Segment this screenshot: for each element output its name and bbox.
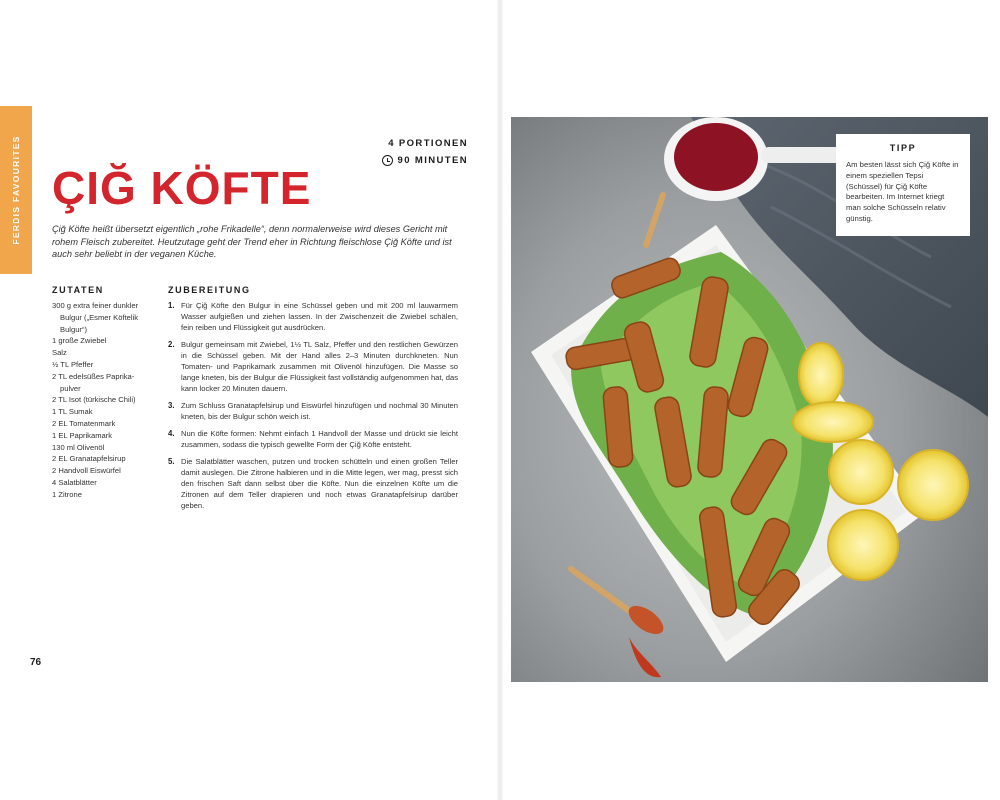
ingredient-item: 4 Salatblätter — [52, 477, 97, 487]
book-spine — [497, 0, 503, 800]
ingredient-item: 300 g extra feiner dunkler Bulgur („Esmer Köftelik Bulgur“) — [52, 301, 139, 334]
tip-title: TIPP — [889, 143, 917, 153]
step-text: Bulgur gemeinsam mit Zwiebel, 1½ TL Salz, Pfeffer und den restlichen Gewürzen in die Schüssel geben. Mit der Hand alles 2–3 Minuten durchkneten. Nun Tomaten- und Paprikamark zusammen mit Olivenöl hinzufügen. Die Masse so lange kneten, bis der Bulgur die Flüssigkeit fast vollständig aufgenommen hat, das kann locker 20 Minuten dauern. — [181, 340, 458, 393]
preparation-step — [168, 300, 458, 333]
portions-row — [382, 135, 468, 152]
step-text: Nun die Köfte formen: Nehmt einfach 1 Handvoll der Masse und drückt sie leicht zusammen, sodass die typisch gewellte Form der Çiğ Köfte entsteht. — [181, 429, 458, 449]
time-label: 90 MINUTEN — [397, 155, 468, 166]
ingredient-item: 2 TL Isot (türkische Chili) — [52, 395, 136, 405]
step-number: 4. — [168, 429, 175, 438]
step-text: Für Çiğ Köfte den Bulgur in eine Schüssel geben und mit 200 ml lauwarmem Wasser aufgießen und ziehen lassen. In der Zwischenzeit die Zwiebel schälen, fein reiben und Flüssigkeit gut ausdrücken. — [181, 301, 458, 332]
ingredients-heading: ZUTATEN — [52, 285, 104, 295]
step-number: 2. — [168, 340, 175, 349]
step-number: 1. — [168, 301, 175, 310]
clock-icon — [382, 155, 393, 166]
ingredient-item: 2 EL Granatapfelsirup — [52, 454, 126, 464]
tip-box — [836, 134, 970, 236]
ingredient-item: 2 Handvoll Eiswürfel — [52, 466, 121, 476]
tip-text: Am besten lässt sich Çiğ Köfte in einem speziellen Tepsi (Schüssel) für Çiğ Köfte bearbeiten. Im Internet kriegt man solche Schüsseln relativ günstig. — [846, 160, 959, 223]
step-number: 5. — [168, 457, 175, 466]
step-text: Zum Schluss Granatapfelsirup und Eiswürfel hinzufügen und nochmal 30 Minuten kneten, bis der Bulgur schön weich ist. — [181, 401, 458, 421]
preparation-section — [168, 285, 458, 517]
portions-label: 4 PORTIONEN — [388, 138, 468, 149]
ingredient-item: Salz — [52, 348, 67, 358]
ingredient-item: 1 große Zwiebel — [52, 336, 107, 346]
time-row — [382, 152, 468, 169]
page-number: 76 — [30, 657, 42, 668]
preparation-step — [168, 400, 458, 422]
ingredient-item: 2 EL Tomatenmark — [52, 418, 116, 428]
preparation-heading: ZUBEREITUNG — [168, 285, 251, 295]
recipe-title: ÇIĞ KÖFTE — [52, 162, 312, 214]
ingredient-item: ½ TL Pfeffer — [52, 359, 94, 369]
preparation-step — [168, 456, 458, 511]
recipe-meta — [382, 135, 468, 169]
ingredients-section — [52, 285, 152, 501]
chapter-tab-label: FERDIS FAVOURITES — [11, 135, 21, 245]
recipe-intro: Çiğ Köfte heißt übersetzt eigentlich „rohe Frikadelle“, denn normalerweise wird dieses Gericht mit rohem Fleisch zubereitet. Heutzutage geht der Trend eher in Richtung fleischlose Çiğ Köfte und ist auch sehr beliebt in der veganen Küche. — [52, 224, 452, 259]
ingredient-item: 1 EL Paprikamark — [52, 430, 113, 440]
step-number: 3. — [168, 401, 175, 410]
ingredient-item: 130 ml Olivenöl — [52, 442, 105, 452]
preparation-step — [168, 428, 458, 450]
ingredient-list — [52, 300, 152, 501]
ingredient-item: 2 TL edelsüßes Paprika-pulver — [52, 371, 135, 393]
ingredient-item: 1 Zitrone — [52, 489, 82, 499]
ingredient-item: 1 TL Sumak — [52, 407, 93, 417]
preparation-step — [168, 339, 458, 394]
step-text: Die Salatblätter waschen, putzen und trocken schütteln und einen großen Teller damit auslegen. Die Zitrone halbieren und in die Mitte legen, wer mag, presst sich den frischen Saft dann selbst über die Köfte. Nun die einzelnen Köfte um die Zitronen auf dem Teller drapieren und noch etwas Granatapfelsirup darüber geben. — [181, 457, 458, 510]
